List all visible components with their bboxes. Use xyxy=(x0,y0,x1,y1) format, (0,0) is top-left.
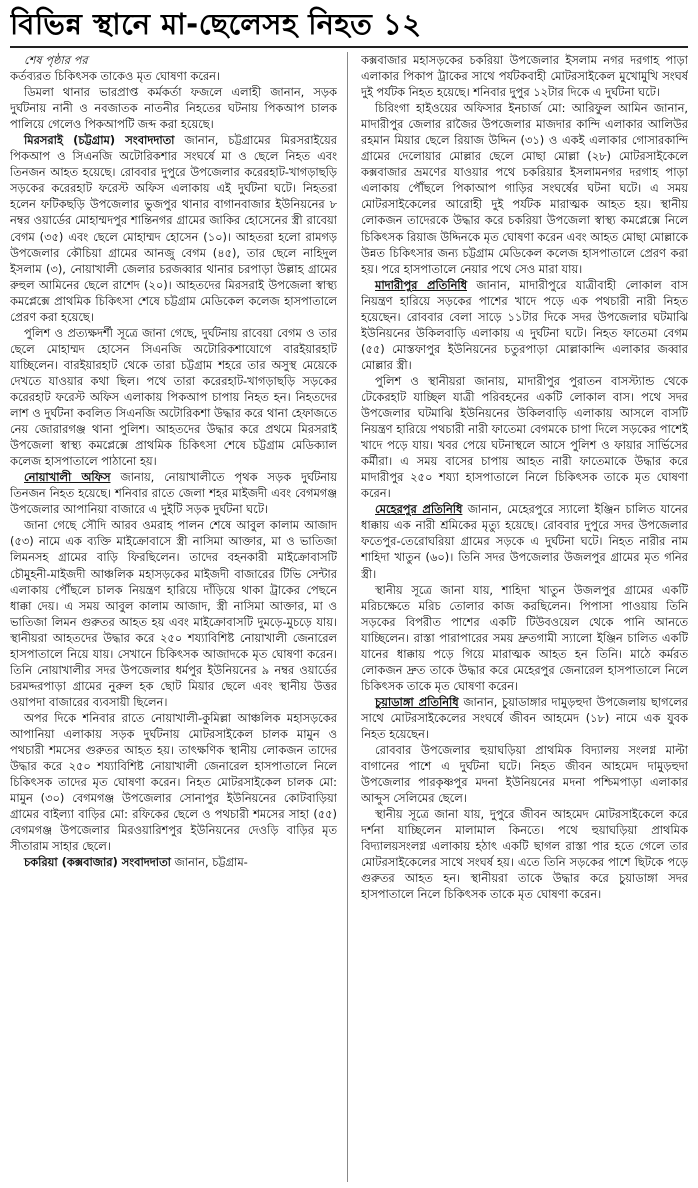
paragraph xyxy=(10,469,337,517)
paragraph: স্থানীয় সূত্রে জানা যায়, শাহিদা খাতুন উজলপুর গ্রামের একটি মরিচক্ষেতে মরিচ তোলার কাজ করছিলেন। পিপাসা পাওয়ায় তিনি সড়কের বিপরীত পাশের একটি টিউবওয়েল থেকে পানি আনতে যাচ্ছিলেন। রাস্তা পারাপারের সময় দ্রুতগামী স্যালো ইঞ্জিন চালিত একটি যানের ধাক্কায় পড়ে গিয়ে মারাত্মক আহত হন তিনি। মাঠে কর্মরত লোকজন দ্রুত তাকে উদ্ধার করে মেহেরপুর জেনারেল হাসপাতালে নিলে চিকিৎসক তাকে মৃত ঘোষণা করেন। xyxy=(361,582,688,693)
article-column-left xyxy=(10,52,337,1182)
paragraph-text: জানান, চট্টগ্রাম- xyxy=(170,855,248,870)
paragraph: ডিমলা থানার ভারপ্রাপ্ত কর্মকর্তা ফজলে এলাহী জানান, সড়ক দুর্ঘটনায় নানী ও নবজাতক নাতনীর নিহতের ঘটনায় পিকআপ চালক পালিয়ে গেলেও পিকআপটি জব্দ করা হয়েছে। xyxy=(10,85,337,132)
paragraph xyxy=(10,132,337,325)
article-column-right xyxy=(361,52,688,1182)
paragraph: পুলিশ ও স্থানীয়রা জানায়, মাদারীপুর পুরাতন বাসস্ট্যান্ড থেকে টেকেরহাট যাচ্ছিল যাত্রী পরিবহনের একটি লোকাল বাস। পথে সদর উপজেলার ঘটমাঝি ইউনিয়নের উকিলবাড়ি এলাকায় আসলে বাসটি নিয়ন্ত্রণ হারিয়ে পথচারী নারী ফাতেমা বেগমকে চাপা দিলে সড়কের পাশেই খাদে পড়ে যায়। খবর পেয়ে ঘটনাস্থলে আসে পুলিশ ও ফায়ার সার্ভিসের কর্মীরা। এ সময় বাসের চাপায় আহত নারী ফাতেমাকে উদ্ধার করে মাদারীপুর ২৫০ শয্যা হাসপাতালে নিলে চিকিৎসক তাকে মৃত ঘোষণা করেন। xyxy=(361,373,688,501)
byline-mirsarai: মিরসরাই (চট্টগ্রাম) সংবাদদাতা xyxy=(24,133,175,148)
paragraph: কর্তব্যরত চিকিৎসক তাকেও মৃত ঘোষণা করেন। xyxy=(10,69,221,84)
paragraph-text: জানায়, নোয়াখালীতে পৃথক সড়ক দুর্ঘটনায় তিনজন নিহত হয়েছে। শনিবার রাতে জেলা শহর মাইজদী এবং বেগমগঞ্জ উপজেলার আপানিয়া বাজারে এ দুইটি সড়ক দুর্ঘটনা ঘটে। xyxy=(10,470,337,517)
headline-rule xyxy=(10,46,688,48)
byline-chuadanga: চুয়াডাঙ্গা প্রতিনিধি xyxy=(375,694,459,709)
paragraph xyxy=(10,854,337,870)
byline-meherpur: মেহেরপুর প্রতিনিধি xyxy=(375,502,463,517)
paragraph xyxy=(361,501,688,581)
page-headline: বিভিন্ন স্থানে মা-ছেলেসহ নিহত ১২ xyxy=(10,7,422,41)
continued-label: শেষ পৃষ্ঠার পর xyxy=(24,53,88,67)
paragraph: পুলিশ ও প্রত্যক্ষদর্শী সূত্রে জানা গেছে, দুর্ঘটনায় রাবেয়া বেগম ও তার ছেলে মোহাম্মদ হোসেন সিএনজি অটোরিকশাযোগে বারইয়ারহাট যাচ্ছিলেন। বারইয়ারহাট থেকে তারা চট্টগ্রাম শহরে তার অসুস্থ মেয়েকে দেখতে যাওয়ার কথা ছিল। পথে তারা করেরহাট-খাগড়াছড়ি সড়কের করেরহাট ফরেস্ট অফিস এলাকায় পিকআপ চাপায় নিহত হন। নিহতদের লাশ ও দুর্ঘটনা কবলিত সিএনজি অটোরিকশা উদ্ধার করে থানা হেফাজতে নেয় জোরারগঞ্জ থানা পুলিশ। আহতদের উদ্ধার করে প্রথমে মিরসরাই উপজেলা স্বাস্থ্য কমপ্লেক্সে প্রাথমিক চিকিৎসা শেষে চট্টগ্রাম মেডিক্যাল কলেজ হাসপাতালে পাঠানো হয়। xyxy=(10,325,337,469)
column-divider xyxy=(347,52,348,1182)
paragraph xyxy=(361,694,688,742)
paragraph-text: জানান, মাদারীপুরে যাত্রীবাহী লোকাল বাস নিয়ন্ত্রণ হারিয়ে সড়কের পাশের খাদে পড়ে এক পথচারী নারী নিহত হয়েছেন। রোববার বেলা সাড়ে ১১টার দিকে সদর উপজেলার ঘটমাঝি ইউনিয়নের উকিলবাড়ি এলাকায় এ দুর্ঘটনা ঘটে। নিহত ফাতেমা বেগম (৫৫) মোস্তফাপুর ইউনিয়নের চতুরপাড়া মোল্লাকান্দি এলাকার জব্বার মোল্লার স্ত্রী। xyxy=(361,277,688,372)
paragraph: চিরিংগা হাইওয়ের অফিসার ইনচার্জ মো: আরিফুল আমিন জানান, মাদারীপুর জেলার রাজৈর উপজেলার মাজদার কান্দি এলাকার আলিউর রহমান মিয়ার ছেলে রিয়াজ উদ্দিন (৩১) ও একই এলাকার গোসারকান্দি গ্রামের দেলোয়ার মোল্লার ছেলে মোছা মোল্লা (২৮) মোটরসাইকেলে কক্সবাজার ভ্রমণের যাওয়ার পথে চকরিয়ার ইসলামনগর দরগাহ পাড়া এলাকায় পৌঁছলে পিকাআপ গাড়ির সংঘর্ষের ঘটনা ঘটে। এ সময় মোটরসাইকেলের আরোহী দুই পর্যটক মারাত্মক আহত হয়। স্থানীয় লোকজন তাদেরকে উদ্ধার করে চকরিয়া উপজেলা স্বাস্থ্য কমপ্লেক্সে নিলে চিকিৎসক রিয়াজ উদ্দিনকে মৃত ঘোষণা করেন এবং আহত মোছা মোল্লাকে উন্নত চিকিৎসার জন্য চট্টগ্রাম মেডিকেল কলেজ হাসপাতালে প্রেরণ করা হয়। পরে হাসপাতালে নেয়ার পথে সেও মারা যায়। xyxy=(361,101,688,276)
byline-madaripur: মাদারীপুর প্রতিনিধি xyxy=(375,277,468,292)
paragraph-text: জানান, মেহেরপুরে স্যালো ইঞ্জিন চালিত যানের ধাক্কায় এক নারী শ্রমিকের মৃত্যু হয়েছে। রোববার দুপুরে সদর উপজেলার ফতেপুর-তেরোঘরিয়া গ্রামের সড়কে এ দুর্ঘটনা ঘটে। নিহত নারীর নাম শাহিদা খাতুন (৬০)। তিনি সদর উপজেলার উজলপুর গ্রামের মৃত গনির স্ত্রী। xyxy=(361,502,688,581)
paragraph-text: জানান, চট্টগ্রামের মিরসরাইয়ের পিকআপ ও সিএনজি অটোরিকশার সংঘর্ষে মা ও ছেলে নিহত এবং তিনজন আহত হয়েছে। রোববার দুপুরে উপজেলার করেরহাট-খাগড়াছড়ি সড়কের করেরহাট ফরেস্ট অফিস এলাকায় এই দুর্ঘটনা ঘটে। নিহতরা হলেন ফটিকছড়ি উপজেলার ভুজপুর থানার বাগানবাজার ইউনিয়নের ৮ নম্বর ওয়ার্ডের মোহাম্মদপুর শান্তিনগর গ্রামের জাকির হোসেনের স্ত্রী রাবেয়া বেগম (৩৫) এবং ছেলে মোহাম্মদ হোসেন (১০)। আহতরা হলো রামগড় উপজেলার কৌচিয়া গ্রামের আনজু বেগম (৪৫), তার ছেলে নাহিদুল ইসলাম (৩), নোয়াখালী জেলার চরজব্বার থানার চরপাড়া উল্লাহ গ্রামের রুহুল আমিনের ছেলে রাশেদ (২০)। আহতদের মিরসরাই উপজেলা স্বাস্থ্য কমপ্লেক্সে প্রাথমিক চিকিৎসা শেষে চট্টগ্রাম মেডিকেল কলেজ হাসপাতালে প্রেরণ করা হয়েছে। xyxy=(10,133,337,324)
byline-chakaria: চকরিয়া (কক্সবাজার) সংবাদদাতা xyxy=(24,855,171,870)
paragraph: রোববার উপজেলার হুয়াঘড়িয়া প্রাথমিক বিদ্যালয় সংলগ্ন মাল্টা বাগানের পাশে এ দুর্ঘটনা ঘটে। নিহত জীবন আহমেদ দামুড়হুদা উপজেলার পারকৃষ্ণপুর মদনা ইউনিয়নের মদনা পশ্চিমপাড়া এলাকার আব্দুস সেলিমের ছেলে। xyxy=(361,743,688,806)
paragraph-text: জানান, চুয়াডাঙ্গার দামুড়হুদা উপজেলায় ছাগলের সাথে মোটরসাইকেলের সংঘর্ষে জীবন আহমেদ (১৮) নামে এক যুবক নিহত হয়েছেন। xyxy=(361,694,688,741)
paragraph: জানা গেছে সৌদি আরব ওমরাহ পালন শেষে আবুল কালাম আজাদ (৫৩) নামে এক ব্যক্তি মাইক্রোবাসে স্ত্রী নাসিমা আক্তার, মা ও ভাতিজা লিমনসহ গ্রামের বাড়ি ফিরছিলেন। তাদের বহনকারী মাইক্রোবাসটি চৌমুহনী-মাইজদী আঞ্চলিক মহাসড়কের মাইজদী বাজারের টিভি সেন্টার এলাকায় পৌঁছলে চালক নিয়ন্ত্রণ হারিয়ে দাঁড়িয়ে থাকা ট্রাকের পেছনে ধাক্কা দেয়। এ সময় আবুল কালাম আজাদ, স্ত্রী নাসিমা আক্তার, মা ও ভাতিজা লিমন গুরুতর আহত হয় এবং মাইক্রোবাসটি দুমড়ে-মুচড়ে যায়। স্থানীয়রা আহতদের উদ্ধার করে ২৫০ শয্যাবিশিষ্ট নোয়াখালী জেনারেল হাসপাতালে নিয়ে যায়। সেখানে চিকিৎসক আজাদকে মৃত ঘোষণা করেন। তিনি নোয়াখালীর সদর উপজেলার ধর্মপুর ইউনিয়নের ৯ নম্বর ওয়ার্ডের চরমদ্দরপাড়া গ্রামের নুরুল হক ছোট মিয়ার ছেলে এবং স্থানীয় উত্তর ওয়াপদা বাজারের ব্যবসায়ী ছিলেন। xyxy=(10,518,337,709)
byline-noakhali: নোয়াখালী অফিস xyxy=(24,470,111,485)
paragraph: স্থানীয় সূত্রে জানা যায়, দুপুরে জীবন আহমেদ মোটরসাইকেলে করে দর্শনা যাচ্ছিলেন মালামাল কিনতে। পথে হুয়াঘড়িয়া প্রাথমিক বিদ্যালয়সংলগ্ন এলাকায় হঠাৎ একটি ছাগল রাস্তা পার হতে গেলে তার মোটরসাইকেলের সাথে সংঘর্ষ হয়। এতে তিনি সড়কের পাশে ছিটকে পড়ে গুরুতর আহত হন। স্থানীয়রা তাকে উদ্ধার করে চুয়াডাঙ্গা সদর হাসপাতালে নিলে চিকিৎসক তাকে মৃত ঘোষণা করেন। xyxy=(361,807,688,902)
paragraph: কক্সবাজার মহাসড়কের চকরিয়া উপজেলার ইসলাম নগর দরগাহ পাড়া এলাকার পিকাপ ট্রাকের সাথে পর্যটকবাহী মোটরসাইকেল মুখোমুখি সংঘর্ষ দুই পর্যটক নিহত হয়েছে। শনিবার দুপুর ১২টার দিকে এ দুর্ঘটনা ঘটে। xyxy=(361,53,688,100)
paragraph: অপর দিকে শনিবার রাতে নোয়াখালী-কুমিল্লা আঞ্চলিক মহাসড়কের আপানিয়া এলাকায় সড়ক দুর্ঘটনায় মোটরসাইকেল চালক মামুন ও পথচারী শমসের গুরুতর আহত হয়। তাৎক্ষণিক স্থানীয় লোকজন তাদের উদ্ধার করে ২৫০ শয্যাবিশিষ্ট নোয়াখালী জেনারেল হাসপাতালে নিলে চিকিৎসক তাদের মৃত ঘোষণা করেন। নিহত মোটরসাইকেল চালক মো: মামুন (৩০) বেগমগঞ্জ উপজেলার সোনাপুর ইউনিয়নের কোটবাড়িয়া গ্রামের বাইল্যা বাড়ির মো: রফিকের ছেলে ও পথচারী শমসের সাহা (৫৫) বেগমগঞ্জ উপজেলার মিরওয়ারিশপুর ইউনিয়নের দেওড়ি বাড়ির মৃত সীতারাম সাহার ছেলে। xyxy=(10,710,337,854)
paragraph xyxy=(361,277,688,373)
